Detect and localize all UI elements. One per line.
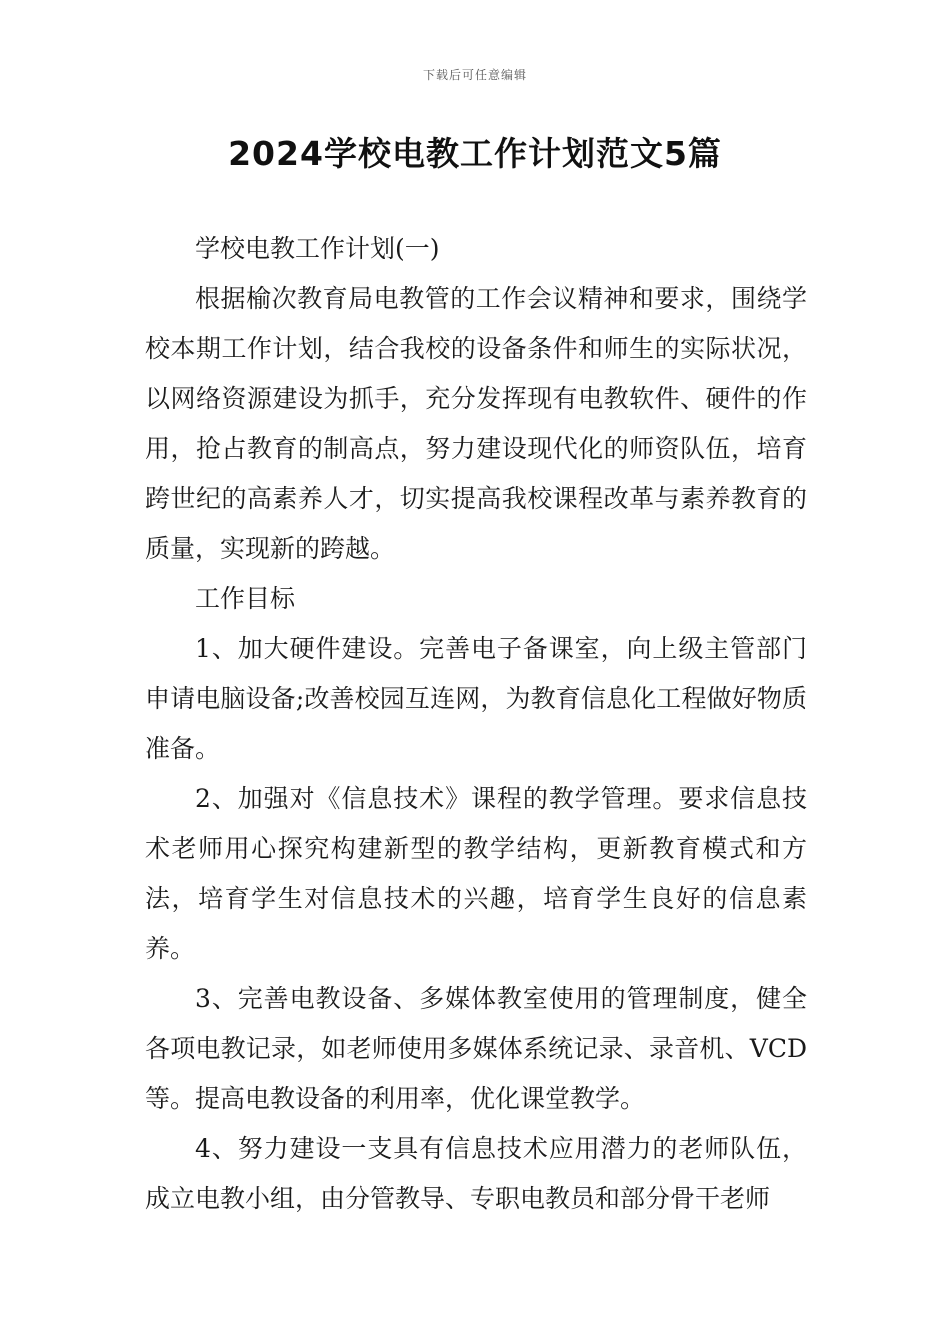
goal-item-2: 2、加强对《信息技术》课程的教学管理。要求信息技术老师用心探究构建新型的教学结构，更新教育模式和方法，培育学生对信息技术的兴趣，培育学生良好的信息素养。 <box>145 784 807 963</box>
section-heading-plan-one: 学校电教工作计划(一) <box>195 234 440 263</box>
page-header-note: 下载后可任意编辑 <box>422 68 527 82</box>
goal-item-3: 3、完善电教设备、多媒体教室使用的管理制度，健全各项电教记录，如老师使用多媒体系统记录、录音机、VCD等。提高电教设备的利用率，优化课堂教学。 <box>145 984 807 1113</box>
goal-item-1: 1、加大硬件建设。完善电子备课室，向上级主管部门申请电脑设备;改善校园互连网，为教育信息化工程做好物质准备。 <box>145 634 807 763</box>
goal-item-4: 4、努力建设一支具有信息技术应用潜力的老师队伍，成立电教小组，由分管教导、专职电教员和部分骨干老师 <box>145 1134 807 1213</box>
intro-paragraph: 根据榆次教育局电教管的工作会议精神和要求，围绕学校本期工作计划，结合我校的设备条件和师生的实际状况，以网络资源建设为抓手，充分发挥现有电教软件、硬件的作用，抢占教育的制高点，努力建设现代化的师资队伍，培育跨世纪的高素养人才，切实提高我校课程改革与素养教育的质量，实现新的跨越。 <box>145 284 807 563</box>
document-title: 2024学校电教工作计划范文5篇 <box>228 134 722 173</box>
document-body <box>145 224 807 1224</box>
section-heading-goals: 工作目标 <box>195 584 296 613</box>
